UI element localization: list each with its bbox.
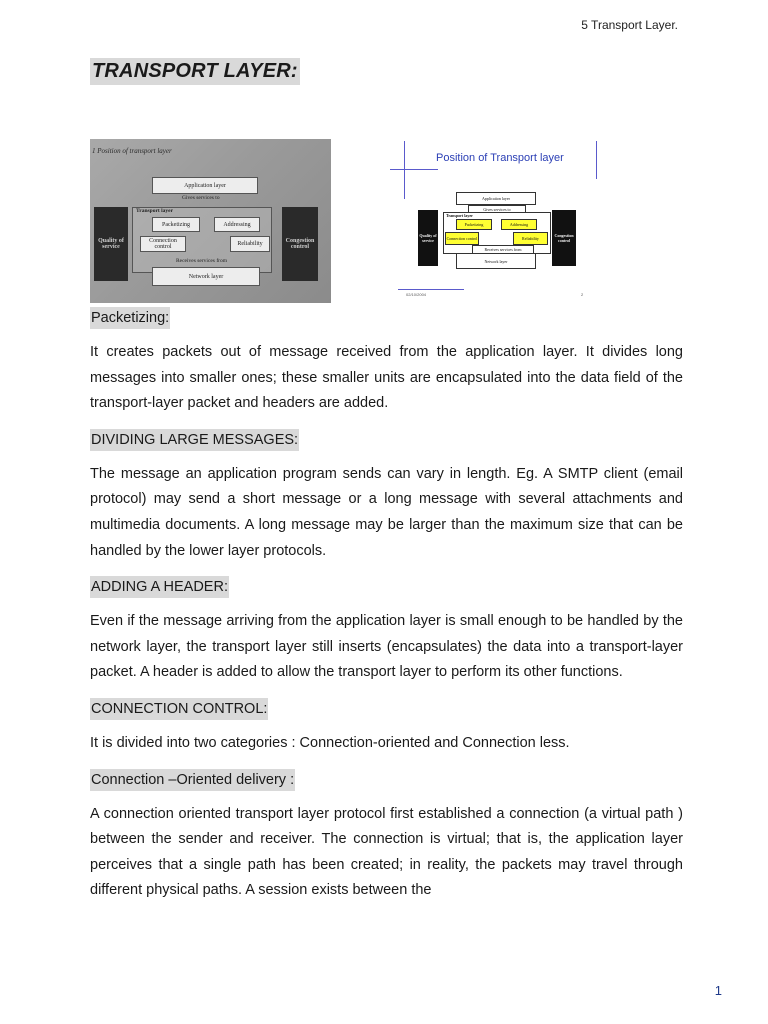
slide-quality-of-service-box: Quality of service	[418, 210, 438, 266]
figure-photo	[90, 139, 331, 303]
section-adding-a-header	[90, 576, 683, 598]
photo-network-layer-box: Network layer	[152, 267, 260, 286]
section-paragraph: Even if the message arriving from the application layer is small enough to be handled by the network layer, the transport layer still inserts (encapsulates) the data into a transport-layer packet. A header is added to allow the transport layer to perform its other functions.	[90, 613, 683, 681]
slide-footer-date: 02/10/2004	[406, 292, 427, 297]
figure-slide	[388, 139, 603, 303]
photo-congestion-control-box: Congestion control	[282, 207, 318, 281]
photo-gives-services-label: Gives services to	[182, 195, 220, 201]
slide-transport-layer-label: Transport layer	[446, 213, 473, 218]
photo-reliability-box: Reliability	[230, 236, 270, 252]
slide-network-layer-box: Network layer	[456, 253, 536, 269]
section-paragraph: The message an application program sends can vary in length. Eg. A SMTP client (email protocol) may send a short message or a long message with several attachments and multimedia documents. A long message may be larger than the maximum size that can be handled by the lower layer protocols.	[90, 465, 683, 559]
page-title: TRANSPORT LAYER:	[90, 58, 300, 85]
section-paragraph: A connection oriented transport layer protocol first established a connection (a virtual path ) between the sender and receiver. The connection is virtual; that is, the application layer perceives that a single path has been created; in reality, the packets may travel through different physical paths. A session exists between the	[90, 805, 683, 899]
photo-transport-layer-label: Transport layer	[136, 208, 174, 214]
slide-accent-line-right	[596, 141, 597, 179]
photo-quality-of-service-box: Quality of service	[94, 207, 128, 281]
section-heading: CONNECTION CONTROL:	[90, 698, 268, 720]
section-heading: ADDING A HEADER:	[90, 576, 229, 598]
slide-gives-services-box: Gives services to	[468, 205, 526, 214]
photo-receives-services-label: Receives services from	[176, 258, 228, 264]
photo-application-layer-box: Application layer	[152, 177, 258, 194]
slide-footer-page: 2	[581, 292, 584, 297]
photo-packetizing-box: Packetizing	[152, 217, 200, 232]
photo-connection-control-box: Connection control	[140, 236, 186, 252]
slide-connection-control-box: Connection control	[445, 232, 479, 245]
section-dividing-large-messages	[90, 429, 683, 451]
slide-congestion-control-box: Congestion control	[552, 210, 576, 266]
slide-accent-line-top	[390, 169, 438, 170]
slide-accent-line-left	[404, 141, 405, 199]
section-heading: Connection –Oriented delivery :	[90, 769, 295, 791]
slide-addressing-box: Addressing	[501, 219, 537, 230]
section-paragraph: It is divided into two categories : Connection-oriented and Connection less.	[90, 734, 570, 751]
running-header: 5 Transport Layer.	[581, 18, 678, 32]
page-number: 1	[714, 983, 722, 998]
section-paragraph: It creates packets out of message received from the application layer. It divides long messages into smaller ones; these smaller units are encapsulated into the data field of the transport-layer packet and headers are added.	[90, 344, 683, 412]
slide-application-layer-box: Application layer	[456, 192, 536, 205]
slide-packetizing-box: Packetizing	[456, 219, 492, 230]
slide-reliability-box: Reliability	[513, 232, 548, 245]
slide-title: Position of Transport layer	[436, 152, 564, 164]
section-packetizing	[90, 307, 683, 329]
figure-photo-caption: 1 Position of transport layer	[92, 147, 172, 155]
section-heading: Packetizing:	[90, 307, 170, 329]
section-connection-control	[90, 698, 683, 720]
slide-receives-services-box: Receives services from	[472, 245, 534, 254]
document-body	[90, 307, 683, 916]
slide-footer-line	[398, 289, 464, 290]
photo-addressing-box: Addressing	[214, 217, 260, 232]
section-heading: DIVIDING LARGE MESSAGES:	[90, 429, 299, 451]
section-connection-oriented-delivery	[90, 769, 683, 791]
